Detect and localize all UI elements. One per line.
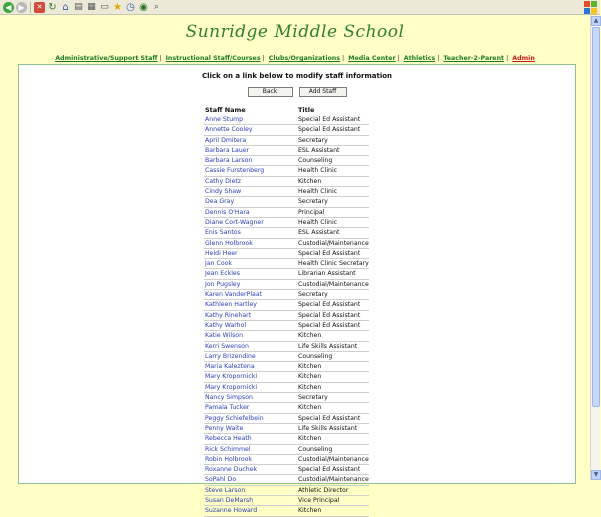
- back-button[interactable]: Back: [248, 87, 293, 97]
- staff-name-link[interactable]: Jan Cook: [204, 259, 297, 269]
- staff-name-link[interactable]: Nancy Simpson: [204, 393, 297, 403]
- staff-name-link[interactable]: Glenn Holbrook: [204, 238, 297, 248]
- staff-name-link[interactable]: Mary Kropornicki: [204, 382, 297, 392]
- scroll-thumb[interactable]: [592, 27, 600, 407]
- staff-name-link[interactable]: Penny Waite: [204, 423, 297, 433]
- staff-name-link[interactable]: SoPahl Do: [204, 475, 297, 485]
- staff-name-header: Staff Name: [205, 106, 246, 114]
- search-icon[interactable]: ⌕: [153, 1, 160, 12]
- toolbar-separator: [30, 2, 31, 13]
- staff-title: Counseling: [297, 156, 369, 166]
- table-row: [204, 228, 369, 238]
- table-row: [204, 485, 369, 495]
- table-row: [204, 423, 369, 433]
- staff-title: Athletic Director: [297, 485, 369, 495]
- main-nav: [0, 55, 590, 62]
- table-row: [204, 279, 369, 289]
- nav-instructional-staff[interactable]: Instructional Staff/Courses: [165, 55, 261, 62]
- table-row: [204, 454, 369, 464]
- nav-separator: |: [437, 55, 440, 62]
- staff-title: Kitchen: [297, 362, 369, 372]
- table-row: [204, 403, 369, 413]
- table-row: [204, 506, 369, 516]
- history-icon[interactable]: ◷: [126, 1, 135, 13]
- instruction-text: Click on a link below to modify staff information: [201, 72, 393, 80]
- nav-clubs-organizations[interactable]: Clubs/Organizations: [268, 55, 341, 62]
- add-staff-button[interactable]: Add Staff: [299, 87, 347, 97]
- table-row: [204, 372, 369, 382]
- staff-name-link[interactable]: Enis Santos: [204, 228, 297, 238]
- print-icon[interactable]: ▦: [87, 1, 96, 12]
- table-row: [204, 465, 369, 475]
- staff-name-link[interactable]: Dennis O'Hara: [204, 207, 297, 217]
- table-row: [204, 495, 369, 505]
- staff-title: Custodial/Maintenance: [298, 280, 369, 288]
- staff-name-link[interactable]: Kathy Rinehart: [204, 310, 297, 320]
- staff-title: Librarian Assistant: [297, 269, 369, 279]
- staff-name-link[interactable]: April Dmitera: [204, 135, 297, 145]
- refresh-icon[interactable]: ↻: [48, 1, 57, 13]
- staff-title: Special Ed Assistant: [297, 300, 369, 310]
- table-header-row: [204, 105, 369, 115]
- staff-name-link[interactable]: Rick Schimmel: [204, 444, 297, 454]
- page-icon[interactable]: ▤: [74, 1, 83, 12]
- staff-title: ESL Assistant: [297, 145, 369, 155]
- table-row: [204, 197, 369, 207]
- staff-title: Special Ed Assistant: [297, 310, 369, 320]
- staff-title: Counseling: [297, 351, 369, 361]
- title-header: Title: [298, 106, 315, 114]
- staff-title: Health Clinic Secretary: [298, 260, 369, 268]
- table-row: [204, 248, 369, 258]
- nav-separator: |: [397, 55, 400, 62]
- table-row: [204, 331, 369, 341]
- windows-logo: [584, 1, 597, 14]
- table-row: [204, 156, 369, 166]
- table-row: [204, 166, 369, 176]
- staff-name-link[interactable]: Susan DeMarsh: [204, 495, 297, 505]
- nav-teacher-2-parent[interactable]: Teacher-2-Parent: [443, 55, 505, 62]
- staff-name-link[interactable]: Cindy Shaw: [204, 187, 297, 197]
- staff-name-link[interactable]: Larry Brizendine: [204, 351, 297, 361]
- table-row: [204, 341, 369, 351]
- table-row: [204, 444, 369, 454]
- staff-name-link[interactable]: Peggy Schiefelbein: [204, 413, 297, 423]
- staff-title: Special Ed Assistant: [297, 115, 369, 125]
- nav-media-center[interactable]: Media Center: [348, 55, 396, 62]
- staff-title: Kitchen: [297, 372, 369, 382]
- browser-toolbar: [0, 0, 600, 15]
- forward-icon[interactable]: ▶: [16, 2, 27, 13]
- folder-icon[interactable]: ▭: [100, 1, 109, 12]
- staff-title: Special Ed Assistant: [297, 125, 369, 135]
- staff-name-link[interactable]: Anne Stump: [204, 115, 297, 125]
- staff-title: Health Clinic: [297, 187, 369, 197]
- staff-name-link[interactable]: Mary Kropornicki: [204, 372, 297, 382]
- table-row: [204, 176, 369, 186]
- staff-title: Custodial/Maintenance: [298, 455, 369, 463]
- staff-title: Life Skills Assistant: [297, 423, 369, 433]
- staff-title: Special Ed Assistant: [297, 320, 369, 330]
- staff-title: Vice Principal: [297, 495, 369, 505]
- staff-name-link[interactable]: Robin Holbrook: [204, 454, 297, 464]
- staff-name-link[interactable]: Kathy Warhol: [204, 320, 297, 330]
- staff-title: Kitchen: [297, 331, 369, 341]
- staff-title: Secretary: [297, 197, 369, 207]
- nav-separator: |: [342, 55, 345, 62]
- table-row: [204, 145, 369, 155]
- table-row: [204, 290, 369, 300]
- staff-name-link[interactable]: Barbara Larson: [204, 156, 297, 166]
- table-row: [204, 300, 369, 310]
- table-row: [204, 115, 369, 125]
- staff-title: Kitchen: [297, 434, 369, 444]
- staff-name-link[interactable]: Cassie Furstenberg: [204, 166, 297, 176]
- staff-title: Health Clinic: [297, 166, 369, 176]
- table-row: [204, 238, 369, 248]
- staff-name-link[interactable]: Roxanne Duchek: [204, 465, 297, 475]
- staff-title: Secretary: [297, 290, 369, 300]
- staff-title: Custodial/Maintenance: [298, 239, 369, 247]
- staff-name-link[interactable]: Jean Eckles: [204, 269, 297, 279]
- staff-title: Special Ed Assistant: [297, 248, 369, 258]
- media-icon[interactable]: ◉: [139, 1, 148, 13]
- staff-name-link[interactable]: Suzanne Howard: [204, 506, 297, 516]
- staff-title: Kitchen: [297, 506, 369, 516]
- staff-title: Special Ed Assistant: [297, 465, 369, 475]
- table-row: [204, 207, 369, 217]
- staff-name-link[interactable]: Pamala Tucker: [204, 403, 297, 413]
- star-icon[interactable]: ★: [113, 1, 122, 13]
- staff-name-link[interactable]: Cathy Dietz: [204, 176, 297, 186]
- table-row: [204, 382, 369, 392]
- staff-title: Principal: [297, 207, 369, 217]
- staff-title: Special Ed Assistant: [297, 413, 369, 423]
- staff-name-link[interactable]: Maria Kaleztena: [204, 362, 297, 372]
- table-row: [204, 187, 369, 197]
- table-row: [204, 310, 369, 320]
- staff-name-link[interactable]: Kathleen Hartley: [204, 300, 297, 310]
- staff-title: Kitchen: [297, 176, 369, 186]
- nav-separator: |: [262, 55, 265, 62]
- nav-admin[interactable]: Admin: [512, 55, 535, 62]
- table-row: [204, 362, 369, 372]
- table-row: [204, 351, 369, 361]
- staff-name-link[interactable]: Jon Pugsley: [204, 279, 297, 289]
- table-row: [204, 217, 369, 227]
- back-icon[interactable]: ◀: [3, 2, 14, 13]
- scroll-up-arrow-icon[interactable]: ▲: [591, 16, 601, 26]
- staff-title: Kitchen: [297, 403, 369, 413]
- table-row: [204, 475, 369, 485]
- staff-name-link[interactable]: Diane Cort-Wagner: [204, 217, 297, 227]
- vertical-scrollbar[interactable]: [590, 16, 600, 480]
- nav-admin-support-staff[interactable]: Administrative/Support Staff: [55, 55, 158, 62]
- action-buttons: [19, 87, 575, 97]
- staff-title: Life Skills Assistant: [297, 341, 369, 351]
- staff-name-link[interactable]: Katie Wilson: [204, 331, 297, 341]
- table-row: [204, 269, 369, 279]
- staff-name-link[interactable]: Dea Gray: [204, 197, 297, 207]
- stop-icon[interactable]: ✕: [34, 2, 45, 13]
- page-title: Sunridge Middle School: [185, 22, 405, 42]
- staff-name-link[interactable]: Kerri Swenson: [204, 341, 297, 351]
- table-row: [204, 434, 369, 444]
- nav-separator: |: [159, 55, 162, 62]
- nav-separator: |: [506, 55, 509, 62]
- staff-title: Secretary: [297, 393, 369, 403]
- staff-name-link[interactable]: Heidi Heer: [204, 248, 297, 258]
- staff-title: Secretary: [297, 135, 369, 145]
- home-icon[interactable]: ⌂: [62, 1, 69, 13]
- staff-title: Kitchen: [297, 382, 369, 392]
- scroll-down-arrow-icon[interactable]: ▼: [591, 470, 601, 480]
- table-row: [204, 259, 369, 269]
- staff-name-link[interactable]: Barbara Lauer: [204, 145, 297, 155]
- staff-title: Counseling: [297, 444, 369, 454]
- staff-name-link[interactable]: Karen VanderPlaat: [204, 290, 297, 300]
- nav-athletics[interactable]: Athletics: [403, 55, 436, 62]
- staff-title: Health Clinic: [297, 217, 369, 227]
- staff-title: ESL Assistant: [297, 228, 369, 238]
- table-row: [204, 393, 369, 403]
- staff-title: Custodial/Maintenance: [298, 476, 369, 484]
- table-row: [204, 413, 369, 423]
- staff-table: [204, 105, 369, 517]
- table-row: [204, 125, 369, 135]
- table-row: [204, 135, 369, 145]
- staff-name-link[interactable]: Steve Larson: [204, 485, 297, 495]
- content-panel: [18, 64, 576, 515]
- table-row: [204, 320, 369, 330]
- staff-name-link[interactable]: Rebecca Heath: [204, 434, 297, 444]
- staff-name-link[interactable]: Annette Cooley: [204, 125, 297, 135]
